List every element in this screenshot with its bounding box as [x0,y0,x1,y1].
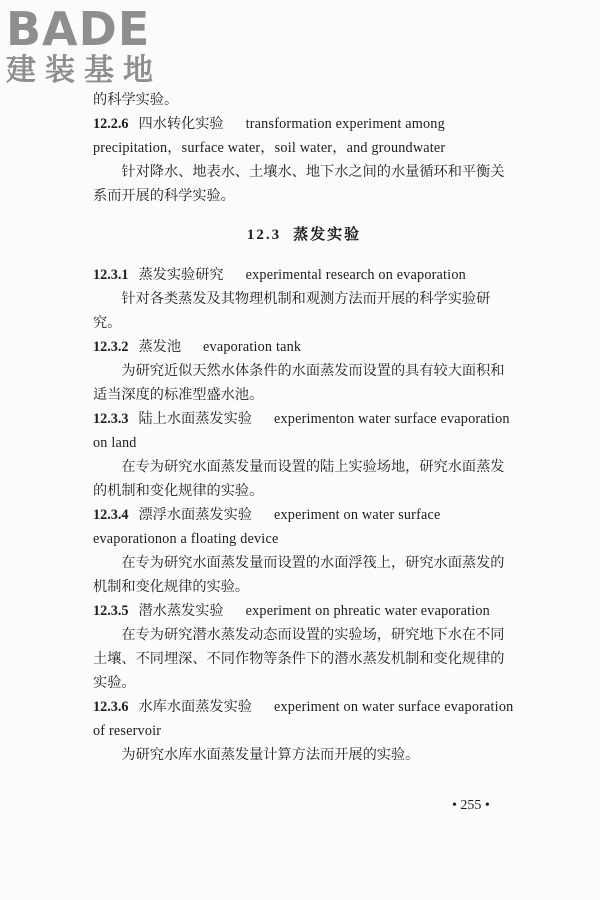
entry-title-cn: 潜水蒸发实验 [138,603,224,619]
entry-heading [93,695,515,743]
entry-heading [93,335,515,359]
entry-title-en: experiment on water surface evaporationon a floating device [93,507,441,547]
entry-title-cn: 蒸发池 [138,339,182,355]
entry-number: 12.3.3 [93,411,129,427]
entry-12-3-2 [93,335,515,407]
logo-brand-text: BADE [6,2,151,56]
section-title: 蒸发实验 [293,225,362,243]
entry-12-3-1 [93,263,515,335]
section-heading [93,222,515,247]
entry-number: 12.3.5 [93,603,129,619]
entry-heading [93,263,515,287]
entry-title-en: evaporation tank [203,339,302,355]
entry-title-en: experimental research on evaporation [245,267,466,283]
entry-description: 为研究近似天然水体条件的水面蒸发而设置的具有较大面积和适当深度的标准型盛水池。 [93,363,505,403]
entry-12-3-6 [93,695,515,767]
entry-heading [93,503,515,551]
entry-title-en: transformation experiment among [245,116,445,132]
entry-12-3-4 [93,503,515,599]
page-number: • 255 • [452,798,490,813]
entry-title-cn: 陆上水面蒸发实验 [138,411,252,427]
entry-12-3-5 [93,599,515,695]
entry-title-en-continued: precipitation，surface water，soil water，and groundwater [93,140,446,156]
brand-logo [6,4,176,88]
entry-title-en: experiment on phreatic water evaporation [245,603,490,619]
entry-heading [93,599,515,623]
entry-description: 针对降水、地表水、土壤水、地下水之间的水量循环和平衡关系而开展的科学实验。 [93,164,505,204]
document-body [93,88,515,767]
entry-title-cn: 水库水面蒸发实验 [138,699,252,715]
entry-number: 12.2.6 [93,116,129,132]
entry-description: 针对各类蒸发及其物理机制和观测方法而开展的科学实验研究。 [93,291,491,331]
entry-title-en: experimenton water surface evaporation on land [93,411,510,451]
entry-number: 12.3.2 [93,339,129,355]
section-number: 12.3 [246,227,282,243]
entry-description: 在专为研究水面蒸发量而设置的水面浮筏上，研究水面蒸发的机制和变化规律的实验。 [93,555,505,595]
entry-description: 在专为研究水面蒸发量而设置的陆上实验场地，研究水面蒸发的机制和变化规律的实验。 [93,459,505,499]
entry-number: 12.3.6 [93,699,129,715]
entry-title-cn: 蒸发实验研究 [138,267,224,283]
entry-title-en: experiment on water surface evaporation of reservoir [93,699,514,739]
entry-description: 为研究水库水面蒸发量计算方法而开展的实验。 [121,747,420,763]
entry-heading-12-2-6 [93,112,515,136]
entry-title-cn: 漂浮水面蒸发实验 [138,507,252,523]
continuation-text: 的科学实验。 [93,92,179,108]
entry-12-3-3 [93,407,515,503]
entry-description: 在专为研究潜水蒸发动态而设置的实验场，研究地下水在不同土壤、不同埋深、不同作物等条件下的潜水蒸发机制和变化规律的实验。 [93,627,505,691]
entry-number: 12.3.4 [93,507,129,523]
entry-number: 12.3.1 [93,267,129,283]
logo-subtitle-text: 建装基地 [6,53,162,88]
entry-heading [93,407,515,455]
entry-title-cn: 四水转化实验 [138,116,224,132]
